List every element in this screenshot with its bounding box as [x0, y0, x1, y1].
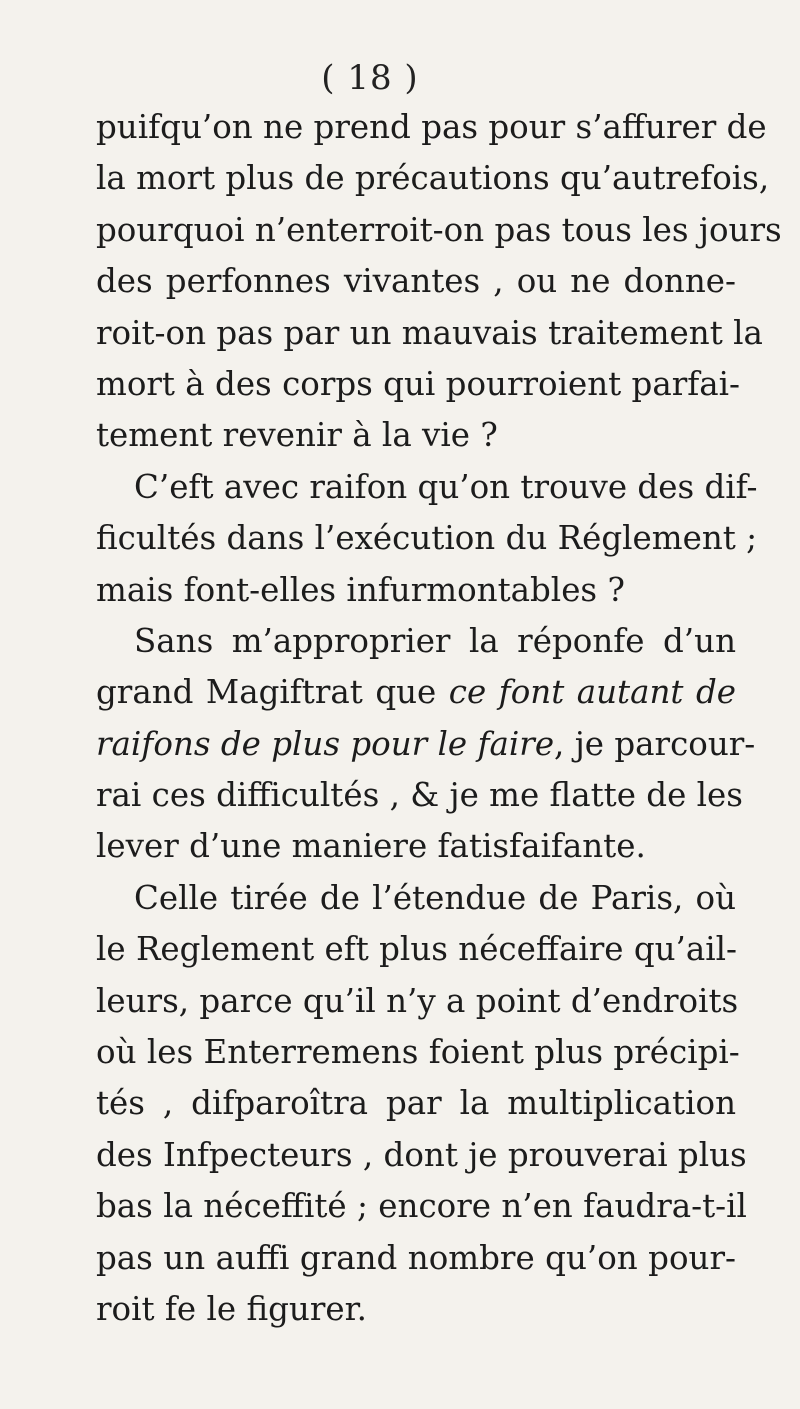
- text-line: la mort plus de précautions qu’autrefois,: [96, 159, 770, 198]
- text-segment: , je parcour-: [554, 724, 756, 763]
- text-line: [96, 667, 736, 718]
- text-line: lever d’une maniere fatisfaifante.: [96, 827, 646, 866]
- text-line: des perfonnes vivantes , ou ne donne-: [96, 262, 736, 301]
- text-line: Sans m’approprier la réponfe d’un: [134, 621, 736, 660]
- text-line: tés , difparoîtra par la multiplication: [96, 1084, 736, 1123]
- text-line: puifqu’on ne prend pas pour s’affurer de: [96, 108, 767, 146]
- text-line: des Infpecteurs , dont je prouverai plus: [96, 1135, 747, 1174]
- text-line: mais font-elles infurmontables ?: [96, 570, 625, 609]
- text-line: roit fe le figurer.: [96, 1289, 367, 1328]
- text-line: le Reglement eft plus néceffaire qu’ail-: [96, 930, 738, 969]
- text-line: où les Enterremens foient plus précipi-: [96, 1033, 740, 1072]
- text-line: rai ces difficultés , & je me flatte de les: [96, 776, 743, 815]
- text-line: bas la néceffité ; encore n’en faudra-t-il: [96, 1187, 747, 1226]
- text-line: ficultés dans l’exécution du Réglement ;: [96, 519, 758, 558]
- text-segment: grand Magiftrat que: [96, 673, 449, 712]
- quoted-phrase: raifons de plus pour le faire: [96, 724, 555, 763]
- text-line: roit-on pas par un mauvais traitement la: [96, 313, 763, 352]
- text-line: C’eft avec raifon qu’on trouve des dif-: [134, 467, 758, 506]
- text-line: mort à des corps qui pourroient parfai-: [96, 364, 741, 403]
- text-line: pas un auffi grand nombre qu’on pour-: [96, 1238, 736, 1277]
- quoted-phrase: ce font autant de: [448, 673, 736, 712]
- text-line: leurs, parce qu’il n’y a point d’endroits: [96, 981, 739, 1020]
- text-line: Celle tirée de l’étendue de Paris, où: [134, 878, 736, 917]
- text-line: pourquoi n’enterroit-on pas tous les jours: [96, 210, 782, 249]
- text-line: tement revenir à la vie ?: [96, 416, 498, 455]
- text-line: [96, 719, 756, 770]
- page-number: ( 18 ): [321, 58, 419, 98]
- body-text: [96, 102, 782, 1335]
